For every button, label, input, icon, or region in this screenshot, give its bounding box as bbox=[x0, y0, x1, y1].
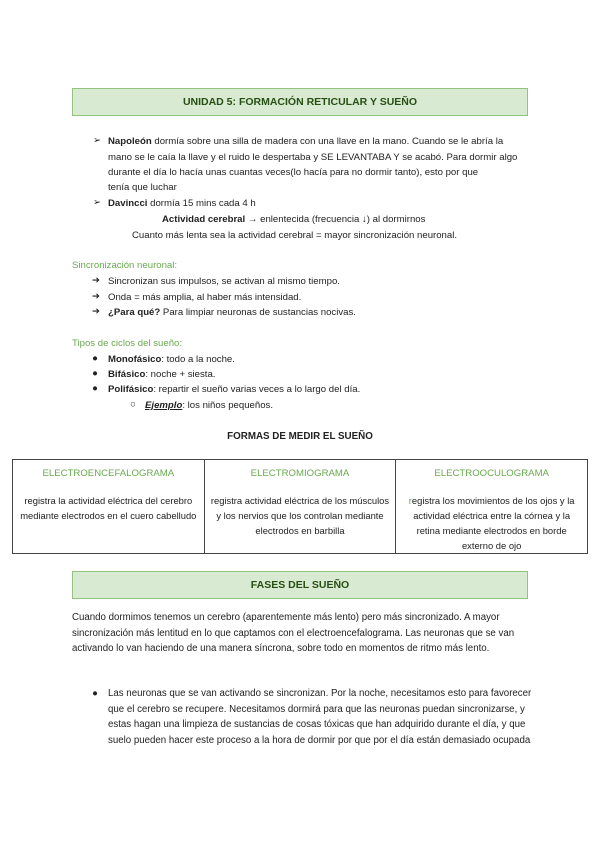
emg-title: ELECTROMIOGRAMA bbox=[250, 468, 350, 479]
measure-cell-emg bbox=[204, 460, 396, 554]
cycle-item-bi: Bifásico: noche + siesta. bbox=[108, 369, 216, 380]
measure-table bbox=[12, 459, 588, 554]
eeg-title: ELECTROENCEFALOGRAMA bbox=[42, 468, 175, 479]
bullet-dot-icon: ● bbox=[92, 688, 98, 699]
phases-title-banner bbox=[72, 571, 528, 599]
cycle-item-mono: Monofásico: todo a la noche. bbox=[108, 354, 235, 365]
unit-title: UNIDAD 5: FORMACIÓN RETICULAR Y SUEÑO bbox=[182, 96, 418, 108]
sync-item-2: Onda = más amplia, al haber más intensidad. bbox=[108, 292, 302, 303]
phases-paragraph: Cuando dormimos tenemos un cerebro (aparentemente más lento) pero más sincronizado. A mayor sincronización más lentitud en lo que captamos con el electroencefalograma. Las neuronas que se van activando lo van haciendo de una manera síncrona, sobre todo en momentos de ritmo más lento. bbox=[72, 612, 515, 654]
cycles-heading: Tipos de ciclos del sueño: bbox=[72, 338, 183, 349]
phases-bullet: Las neuronas que se van activando se sincronizan. Por la noche, necesitamos esto para favorecer que el cerebro se recupere. Necesitamos dormirá para que las neuronas puedan sincronizarse, y estas hagan una limpieza de sustancias de cosas tóxicas que han adquirido durante el día, y que suelo pueden hacer este proceso a la hora de dormir por que por el día están demasiado ocupada bbox=[108, 688, 532, 746]
phases-title: FASES DEL SUEÑO bbox=[250, 579, 350, 591]
intro-line-6: Actividad cerebral → enlentecida (frecuencia ↓) al dormirnos bbox=[162, 214, 426, 225]
arrow-right-icon: ➔ bbox=[91, 275, 101, 286]
table-row bbox=[13, 460, 588, 554]
emg-body: registra actividad eléctrica de los músculos y los nervios que los controlan mediante electrodos en barbilla bbox=[210, 495, 390, 536]
cycle-item-poli: Polifásico: repartir el sueño varias veces a lo largo del día. bbox=[108, 384, 361, 395]
eeg-body: registra la actividad eléctrica del cerebro mediante electrodos en el cuero cabelludo bbox=[20, 495, 197, 521]
intro-line-1: Napoleón dormía sobre una silla de madera con una llave en la mano. Cuando se le abría la bbox=[108, 136, 504, 147]
unit-title-banner bbox=[72, 88, 528, 116]
intro-line-3: durante el día lo hacía unas cuantas veces(lo hacía para no dormir tanto), esto por que bbox=[108, 167, 479, 178]
eog-title: ELECTROOCULOGRAMA bbox=[434, 468, 549, 479]
bullet-circle-icon: ○ bbox=[130, 399, 136, 410]
bullet-dot-icon: ● bbox=[92, 368, 98, 379]
sync-heading: Sincronización neuronal: bbox=[72, 260, 178, 271]
intro-line-5: Davincci dormía 15 mins cada 4 h bbox=[108, 198, 256, 209]
intro-line-2: mano se le caía la llave y el ruido le despertaba y SE LEVANTABA Y se acabó. Para dormir algo bbox=[108, 152, 518, 163]
arrow-right-icon: ➔ bbox=[91, 291, 101, 302]
arrow-bullet-icon: ➢ bbox=[92, 197, 102, 208]
arrow-right-icon: ➔ bbox=[91, 306, 101, 317]
eog-body: registra los movimientos de los ojos y la actividad eléctrica entre la córnea y la retina mediante electrodos en borde externo de ojo bbox=[408, 495, 575, 551]
bullet-dot-icon: ● bbox=[92, 383, 98, 394]
measure-cell-eeg bbox=[13, 460, 205, 554]
intro-line-7: Cuanto más lenta sea la actividad cerebral = mayor sincronización neuronal. bbox=[132, 230, 458, 241]
measure-heading: FORMAS DE MEDIR EL SUEÑO bbox=[227, 431, 373, 442]
cycle-example: Ejemplo: los niños pequeños. bbox=[145, 400, 274, 411]
arrow-bullet-icon: ➢ bbox=[92, 135, 102, 146]
sync-item-1: Sincronizan sus impulsos, se activan al mismo tiempo. bbox=[108, 276, 340, 287]
measure-cell-eog bbox=[396, 460, 588, 554]
bullet-dot-icon: ● bbox=[92, 353, 98, 364]
intro-line-4: tenía que luchar bbox=[108, 182, 177, 193]
sync-item-3: ¿Para qué? Para limpiar neuronas de sustancias nocivas. bbox=[108, 307, 356, 318]
